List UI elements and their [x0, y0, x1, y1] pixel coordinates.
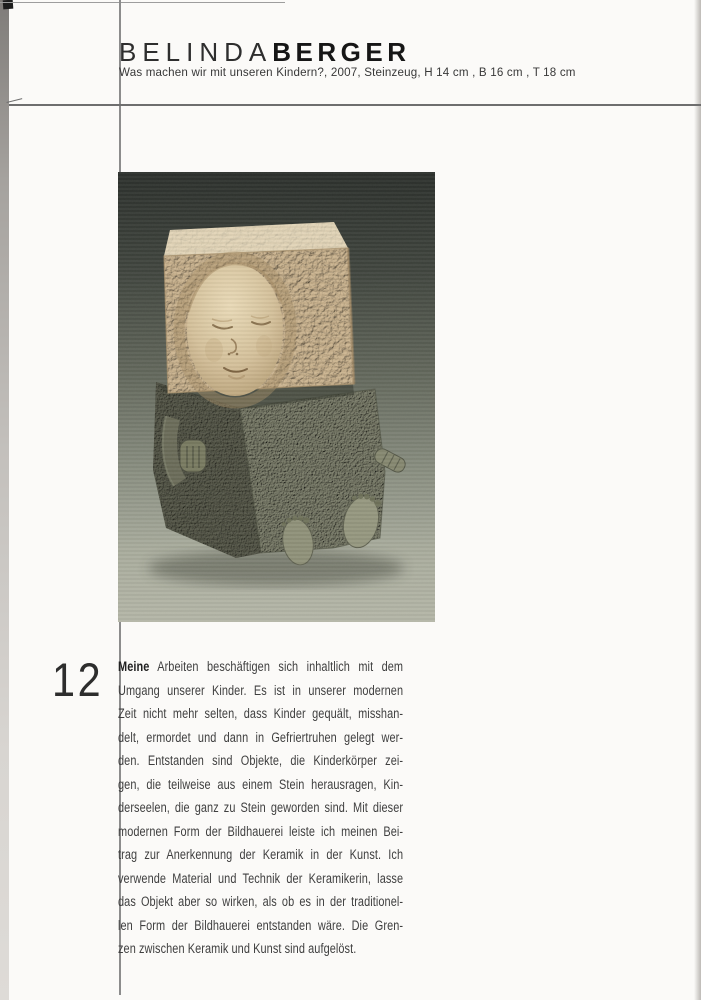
artist-statement	[118, 655, 403, 961]
text-line: len Form der Bildhauerei entstanden wäre. Die Gren-	[118, 917, 404, 933]
scan-edge-right	[694, 0, 701, 1000]
page-number: 12	[52, 653, 104, 706]
header-rule-hook	[7, 98, 24, 108]
text-line: gen, die teilweise aus einem Stein herausragen, Kin-	[118, 776, 404, 792]
artist-last-name: BERGER	[272, 37, 411, 67]
text-line: zen zwischen Keramik und Kunst sind aufgelöst.	[118, 941, 357, 956]
text-line: modernen Form der Bildhauerei leiste ich meinen Bei-	[118, 823, 404, 839]
text-line: den. Entstanden sind Objekte, die Kinderkörper zei-	[118, 753, 404, 768]
text-line: trag zur Anerkennung der Keramik in der Kunst. Ich	[118, 847, 404, 862]
text-line-rest: Arbeiten beschäftigen sich inhaltlich mit dem	[149, 659, 404, 674]
text-lead-word: Meine	[118, 659, 150, 674]
text-line: delt, ermordet und dann in Gefriertruhen gelegt wer-	[118, 729, 404, 745]
artwork-photo	[118, 172, 435, 622]
scan-edge-left	[0, 0, 9, 1000]
top-edge-line	[0, 2, 285, 3]
text-line: das Objekt aber so wirken, als ob es in der traditionel-	[118, 894, 404, 909]
artwork-caption: Was machen wir mit unseren Kindern?, 2007, Steinzeug, H 14 cm , B 16 cm , T 18 cm	[119, 65, 576, 79]
artist-name	[119, 39, 411, 65]
text-line: verwende Material und Technik der Keramikerin, lasse	[118, 870, 404, 886]
text-line: Zeit nicht mehr selten, dass Kinder gequält, misshan-	[118, 706, 404, 721]
text-line: derseelen, die ganz zu Stein geworden sind. Mit dieser	[118, 800, 404, 815]
photo-grain	[118, 172, 435, 622]
header-rule	[9, 104, 701, 106]
text-line	[118, 655, 403, 679]
sculpture-photo	[118, 172, 435, 622]
artist-first-name: BELINDA	[119, 37, 273, 67]
text-line: Umgang unserer Kinder. Es ist in unserer modernen	[118, 682, 404, 698]
